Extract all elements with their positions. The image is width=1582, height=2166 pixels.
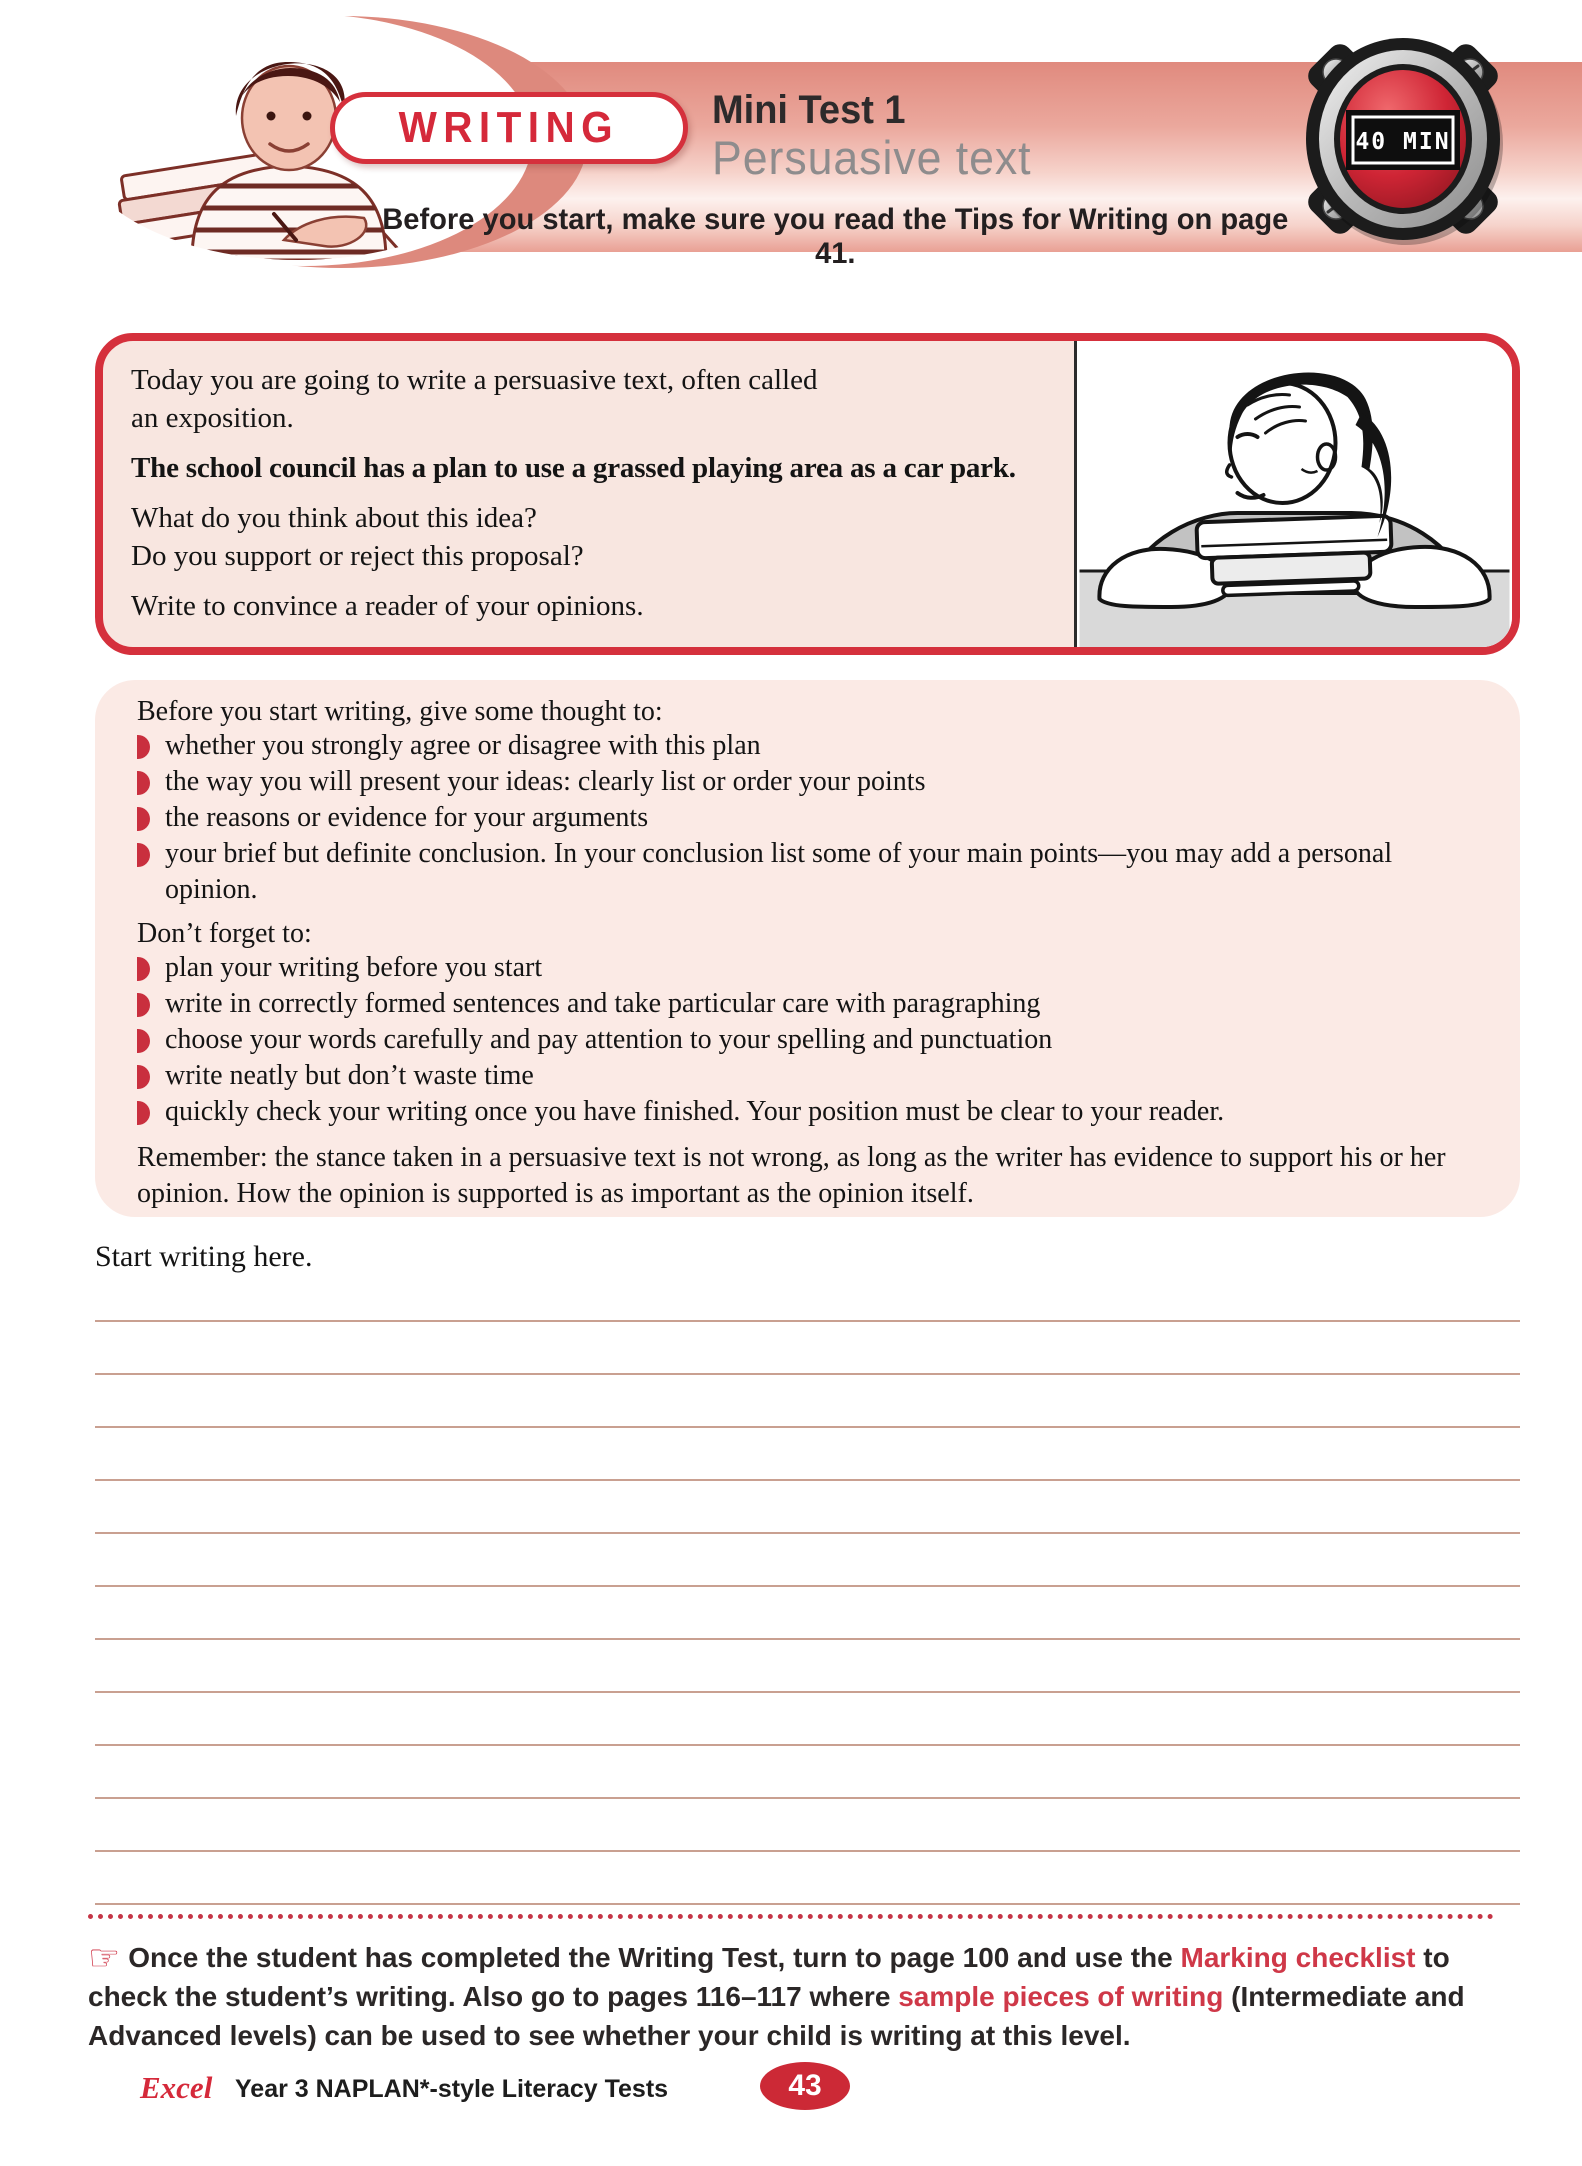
- tip-item: [137, 1058, 1478, 1094]
- note-link-sample-pieces: sample pieces of writing: [898, 1981, 1224, 2012]
- tip-item: [137, 986, 1478, 1022]
- tip-text: the reasons or evidence for your arguments: [165, 802, 649, 833]
- bullet-icon: [137, 1065, 150, 1089]
- page-number: 43: [788, 2069, 822, 2102]
- tip-text: choose your words carefully and pay attention to your spelling and punctuation: [165, 1024, 1053, 1055]
- writing-line[interactable]: [95, 1532, 1520, 1585]
- writing-line[interactable]: [95, 1691, 1520, 1744]
- timer-label: 40 MIN: [1355, 129, 1451, 155]
- think-list: [137, 728, 1478, 908]
- parent-note: [88, 1938, 1500, 2055]
- thinking-girl-figure: [1074, 341, 1512, 647]
- writing-line[interactable]: [95, 1850, 1520, 1903]
- tip-item: [137, 764, 1478, 800]
- bullet-icon: [137, 1101, 150, 1125]
- writing-line[interactable]: [95, 1320, 1520, 1373]
- tip-item: [137, 1094, 1478, 1130]
- forget-heading: Don’t forget to:: [137, 918, 312, 949]
- tip-text: write in correctly formed sentences and take particular care with paragraphing: [165, 988, 1041, 1019]
- section-label: WRITING: [398, 103, 620, 152]
- series-title: Year 3 NAPLAN*-style Literacy Tests: [235, 2075, 669, 2103]
- prompt-statement: The school council has a plan to use a grassed playing area as a car park.: [131, 452, 1016, 484]
- remember-note: Remember: the stance taken in a persuasive text is not wrong, as long as the writer has evidence to support his or her opinion. How the opinion is supported is as important as the opinion itself.: [137, 1142, 1446, 1209]
- prompt-task: Write to convince a reader of your opinions.: [131, 590, 644, 622]
- writing-line[interactable]: [95, 1797, 1520, 1850]
- prompt-text: [103, 341, 1074, 647]
- writing-line[interactable]: [95, 1373, 1520, 1426]
- bullet-icon: [137, 843, 150, 867]
- test-title: Mini Test 1: [712, 88, 906, 132]
- test-subtitle: Persuasive text: [712, 131, 1032, 184]
- tip-item: [137, 950, 1478, 986]
- prompt-intro: Today you are going to write a persuasive text, often called an exposition.: [131, 364, 818, 434]
- start-writing-label: Start writing here.: [95, 1240, 313, 1273]
- thinking-girl-illustration: [1077, 341, 1512, 647]
- bullet-icon: [137, 993, 150, 1017]
- tips-box: [95, 680, 1520, 1217]
- writing-line[interactable]: [95, 1585, 1520, 1638]
- bullet-icon: [137, 771, 150, 795]
- tip-item: [137, 800, 1478, 836]
- note-post: (Intermediate and Advanced levels) can be used to see whether your child is writing at this level.: [88, 1981, 1465, 2051]
- note-link-marking-checklist: Marking checklist: [1180, 1942, 1416, 1973]
- prompt-questions: What do you think about this idea? Do you support or reject this proposal?: [131, 502, 584, 572]
- tip-item: [137, 1022, 1478, 1058]
- bullet-icon: [137, 1029, 150, 1053]
- tip-text: quickly check your writing once you have finished. Your position must be clear to your reader.: [165, 1096, 1225, 1127]
- page-number-badge: [760, 2062, 850, 2110]
- tip-text: plan your writing before you start: [165, 952, 543, 983]
- writing-line[interactable]: [95, 1479, 1520, 1532]
- bullet-icon: [137, 957, 150, 981]
- header-notice: Before you start, make sure you read the Tips for Writing on page 41.: [382, 203, 1289, 270]
- tip-text: write neatly but don’t waste time: [165, 1060, 534, 1091]
- hand-pointer-icon: ☞: [88, 1937, 121, 1978]
- forget-list: [137, 950, 1478, 1130]
- timer-gauge: [1292, 28, 1514, 250]
- think-heading: Before you start writing, give some thought to:: [137, 696, 663, 727]
- writing-lines[interactable]: [95, 1320, 1520, 1956]
- tip-text: the way you will present your ideas: clearly list or order your points: [165, 766, 926, 797]
- bullet-icon: [137, 735, 150, 759]
- dotted-separator: [88, 1914, 1494, 1919]
- brand-logo: Excel: [140, 2070, 213, 2105]
- writing-line[interactable]: [95, 1638, 1520, 1691]
- prompt-box: [95, 333, 1520, 655]
- writing-line[interactable]: [95, 1426, 1520, 1479]
- tip-text: your brief but definite conclusion. In your conclusion list some of your main points—you may add a personal opinion.: [165, 838, 1393, 905]
- tip-text: whether you strongly agree or disagree with this plan: [165, 730, 761, 761]
- writing-line[interactable]: [95, 1744, 1520, 1797]
- tip-item: [137, 836, 1478, 908]
- note-mid: to check the student’s writing. Also go to pages 116–117 where: [88, 1942, 1450, 2012]
- tip-item: [137, 728, 1478, 764]
- note-pre: Once the student has completed the Writing Test, turn to page 100 and use the: [128, 1942, 1181, 1973]
- section-label-pill: [330, 92, 688, 164]
- bullet-icon: [137, 807, 150, 831]
